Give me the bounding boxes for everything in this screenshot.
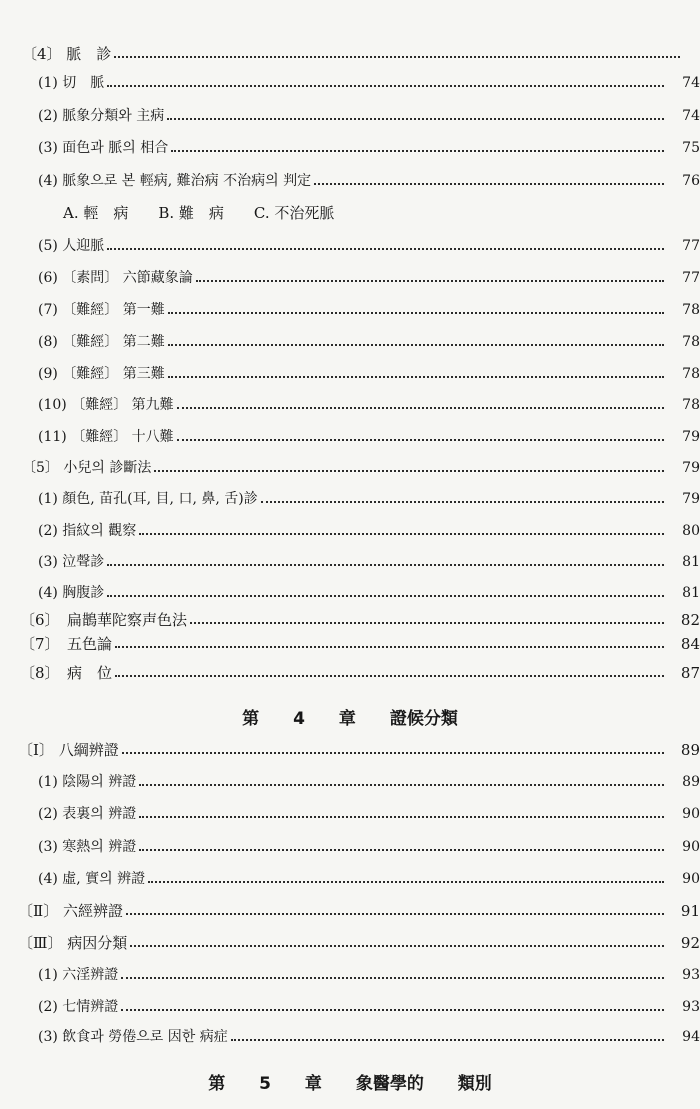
dot-leader	[314, 183, 664, 185]
toc-entry	[0, 41, 700, 63]
toc-entry	[0, 580, 700, 602]
toc-entry-page: 87	[680, 664, 700, 682]
toc-entry	[0, 135, 700, 157]
toc-entry-page: 81	[682, 585, 700, 601]
toc-entry	[0, 233, 700, 255]
toc-subentry	[0, 200, 700, 222]
toc-entry	[0, 866, 700, 888]
toc-entry-label: (8) 〔難經〕 第二難	[38, 334, 165, 350]
toc-entry	[0, 486, 700, 508]
toc-entry	[0, 801, 700, 823]
dot-leader	[261, 501, 664, 503]
toc-entry-label: (1) 切 脈	[38, 75, 105, 91]
toc-entry-page: 93	[682, 999, 700, 1015]
toc-entry-label: 〔6〕 扁鵲華陀察声色法	[20, 611, 188, 629]
toc-entry-page: 80	[682, 523, 700, 539]
toc-entry-label: (1) 六淫辨證	[38, 967, 119, 983]
toc-entry-label: 〔Ⅰ〕 八綱辨證	[18, 741, 119, 759]
toc-entry	[0, 518, 700, 540]
toc-entry-label: (4) 脈象으로 본 輕病, 難治病 不治病의 判定	[38, 173, 312, 189]
toc-entry-label: (9) 〔難經〕 第三難	[38, 366, 165, 382]
toc-entry	[0, 297, 700, 319]
toc-entry-label: (1) 顏色, 苗孔(耳, 目, 口, 鼻, 舌)診	[38, 491, 258, 507]
toc-entry	[0, 424, 700, 446]
dot-leader	[177, 407, 664, 409]
toc-entry-page: 93	[682, 967, 700, 983]
toc-entry-page: 82	[680, 611, 700, 629]
toc-entry	[0, 392, 700, 414]
toc-entry-page: 92	[680, 934, 700, 952]
dot-leader	[139, 533, 664, 535]
dot-leader	[196, 280, 664, 282]
toc-entry-page: 78	[682, 334, 700, 350]
toc-entry	[0, 455, 700, 477]
toc-entry-page: 74	[682, 75, 700, 91]
toc-entry-label: (2) 表裏의 辨證	[38, 806, 137, 822]
dot-leader	[107, 595, 664, 597]
toc-entry-label: A. 輕 病 B. 難 病 C. 不治死脈	[63, 204, 335, 222]
toc-entry-label: (2) 七情辨證	[38, 999, 119, 1015]
dot-leader	[168, 344, 664, 346]
toc-entry-page: 76	[682, 173, 700, 189]
dot-leader	[190, 622, 664, 624]
toc-entry-label: 〔5〕 小兒의 診斷法	[22, 460, 152, 476]
toc-entry	[0, 930, 700, 952]
dot-leader	[107, 248, 664, 250]
toc-entry-label: (3) 面色과 脈의 相合	[38, 140, 169, 156]
dot-leader	[168, 376, 664, 378]
toc-entry-page: 90	[682, 806, 700, 822]
dot-leader	[168, 312, 664, 314]
toc-entry-page: 89	[682, 774, 700, 790]
toc-entry	[0, 1024, 700, 1046]
toc-entry-label: (5) 人迎脈	[38, 238, 105, 254]
toc-entry-page: 78	[682, 302, 700, 318]
toc-entry-label: 〔4〕 脈 診	[22, 45, 112, 63]
toc-entry	[0, 994, 700, 1016]
toc-entry	[0, 631, 700, 653]
toc-entry-label: (6) 〔素問〕 六節藏象論	[38, 270, 193, 286]
dot-leader	[121, 1009, 664, 1011]
dot-leader	[167, 118, 664, 120]
toc-entry-label: (4) 虛, 實의 辨證	[38, 871, 146, 887]
toc-entry-label: (3) 飲食과 勞倦으로 因한 病症	[38, 1029, 228, 1045]
toc-entry	[0, 361, 700, 383]
dot-leader	[139, 849, 664, 851]
dot-leader	[126, 913, 664, 915]
toc-entry-page: 79	[682, 491, 700, 507]
toc-entry-page: 90	[682, 839, 700, 855]
toc-entry	[0, 168, 700, 190]
toc-entry-page: 77	[682, 238, 700, 254]
dot-leader	[231, 1039, 664, 1041]
toc-entry-label: 〔Ⅲ〕 病因分類	[18, 934, 128, 952]
toc-entry	[0, 962, 700, 984]
toc-entry-label: (7) 〔難經〕 第一難	[38, 302, 165, 318]
toc-entry	[0, 70, 700, 92]
toc-entry-page: 77	[682, 270, 700, 286]
toc-entry-label: (2) 指紋의 觀察	[38, 523, 137, 539]
dot-leader	[122, 752, 664, 754]
toc-entry	[0, 103, 700, 125]
toc-entry-page: 78	[682, 366, 700, 382]
toc-entry	[0, 660, 700, 682]
toc-entry-page: 79	[682, 429, 700, 445]
toc-entry-label: (2) 脈象分類와 主病	[38, 108, 165, 124]
dot-leader	[115, 646, 664, 648]
toc-entry	[0, 607, 700, 629]
toc-entry-label: (3) 泣聲診	[38, 554, 105, 570]
toc-entry-page: 90	[682, 871, 700, 887]
dot-leader	[148, 881, 664, 883]
toc-entry-page: 81	[682, 554, 700, 570]
toc-entry-label: (11) 〔難經〕 十八難	[38, 429, 174, 445]
toc-entry	[0, 834, 700, 856]
dot-leader	[171, 150, 664, 152]
toc-entry-page: 79	[682, 460, 700, 476]
dot-leader	[114, 56, 680, 58]
dot-leader	[177, 439, 664, 441]
chapter-5-heading: 第 5 章 象醫學的 類別	[208, 1074, 492, 1094]
toc-entry-page: 94	[682, 1029, 700, 1045]
toc-entry-page: 78	[682, 397, 700, 413]
toc-entry-label: 〔8〕 病 位	[20, 664, 113, 682]
toc-entry-label: (1) 陰陽의 辨證	[38, 774, 137, 790]
dot-leader	[107, 564, 664, 566]
toc-entry-label: (4) 胸腹診	[38, 585, 105, 601]
toc-entry	[0, 549, 700, 571]
toc-entry-label: 〔7〕 五色論	[20, 635, 113, 653]
toc-entry-label: 〔Ⅱ〕 六經辨證	[18, 902, 123, 920]
dot-leader	[121, 977, 664, 979]
toc-entry-page: 91	[680, 902, 700, 920]
toc-entry-page: 84	[680, 635, 700, 653]
dot-leader	[130, 945, 664, 947]
toc-entry	[0, 329, 700, 351]
toc-entry-label: (10) 〔難經〕 第九難	[38, 397, 174, 413]
toc-entry-label: (3) 寒熱의 辨證	[38, 839, 137, 855]
toc-entry-page: 89	[680, 741, 700, 759]
toc-entry	[0, 737, 700, 759]
toc-entry	[0, 769, 700, 791]
toc-entry-page: 75	[682, 140, 700, 156]
dot-leader	[107, 85, 664, 87]
toc-entry-page: 74	[682, 108, 700, 124]
dot-leader	[154, 470, 664, 472]
chapter-4-heading: 第 4 章 證候分類	[242, 709, 458, 729]
toc-entry	[0, 898, 700, 920]
dot-leader	[139, 784, 664, 786]
dot-leader	[139, 816, 664, 818]
dot-leader	[115, 675, 664, 677]
toc-entry	[0, 265, 700, 287]
